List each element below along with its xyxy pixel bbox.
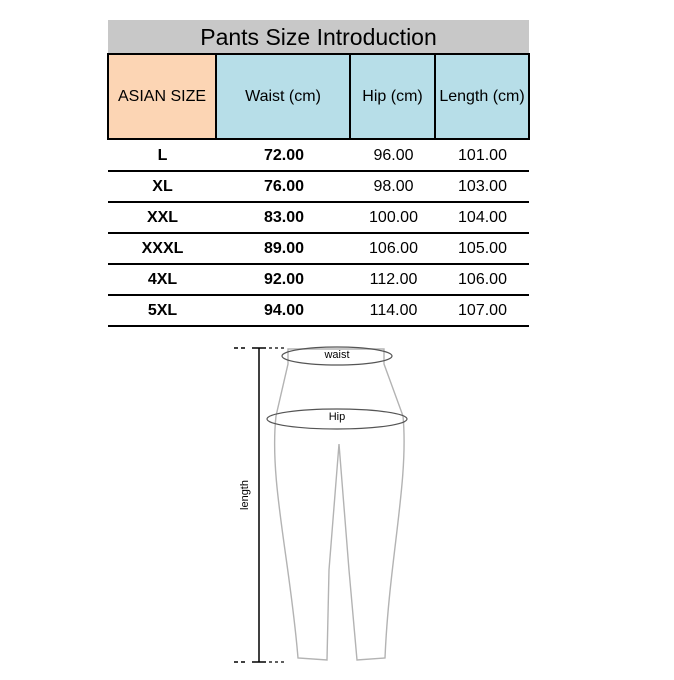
length-cell: 103.00	[458, 178, 507, 195]
waist-cell: 76.00	[263, 178, 305, 195]
length-cell: 101.00	[458, 147, 507, 164]
hip-cell: 114.00	[369, 302, 418, 319]
hip-label: Hip	[328, 411, 346, 423]
waist-cell: 89.00	[263, 240, 305, 257]
hip-cell: 112.00	[369, 271, 418, 288]
header-asian-size: ASIAN SIZE	[107, 53, 217, 140]
hip-cell: 106.00	[369, 240, 418, 257]
size-cell: XXL	[146, 209, 179, 226]
header-length: Length (cm)	[434, 53, 530, 140]
length-cell: 104.00	[458, 209, 507, 226]
table-row	[108, 296, 529, 327]
table-row	[108, 234, 529, 265]
hip-cell: 100.00	[369, 209, 418, 226]
table-row	[108, 141, 529, 172]
length-cell: 105.00	[458, 240, 507, 257]
waist-label: waist	[324, 349, 350, 361]
size-cell: 5XL	[147, 302, 178, 319]
table-row	[108, 203, 529, 234]
size-cell: 4XL	[147, 271, 178, 288]
hip-cell: 96.00	[373, 147, 414, 164]
table-title: Pants Size Introduction	[108, 20, 529, 54]
waist-cell: 94.00	[263, 302, 305, 319]
waist-cell: 92.00	[263, 271, 305, 288]
size-cell: XL	[152, 178, 173, 195]
waist-cell: 83.00	[263, 209, 305, 226]
table-row	[108, 172, 529, 203]
size-cell: L	[157, 147, 168, 164]
size-cell: XXXL	[141, 240, 184, 257]
length-label: length	[239, 480, 251, 510]
hip-cell: 98.00	[373, 178, 414, 195]
pants-outline	[275, 349, 405, 660]
header-waist: Waist (cm)	[215, 53, 351, 140]
pants-measurement-diagram	[225, 340, 425, 670]
length-cell: 107.00	[458, 302, 507, 319]
table-row	[108, 265, 529, 296]
waist-cell: 72.00	[263, 147, 305, 164]
header-hip: Hip (cm)	[349, 53, 436, 140]
length-cell: 106.00	[458, 271, 507, 288]
